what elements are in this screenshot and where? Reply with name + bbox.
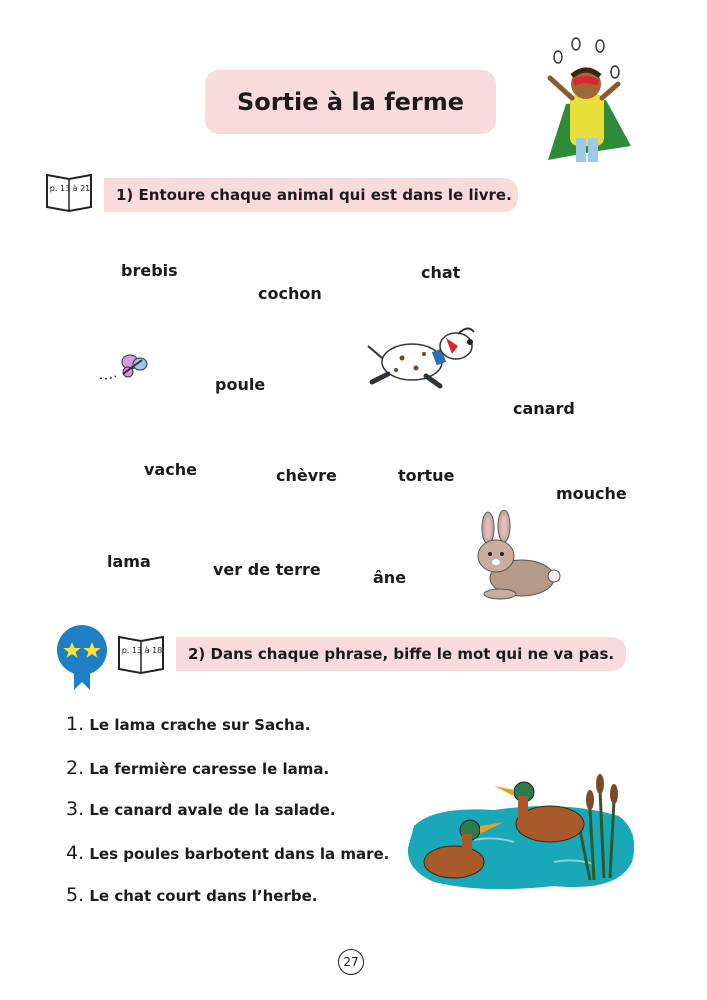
sentence-number: 4.	[66, 842, 85, 864]
page-title: Sortie à la ferme	[236, 88, 465, 116]
ducks-pond-illustration	[404, 770, 644, 894]
rabbit-illustration	[470, 510, 566, 602]
butterfly-illustration	[98, 350, 150, 384]
dog-illustration	[364, 324, 478, 396]
page-number-text: 27	[343, 955, 359, 969]
word-tortue[interactable]: tortue	[398, 466, 455, 485]
sentence-3[interactable]	[66, 798, 336, 820]
sentence-4[interactable]	[66, 842, 389, 864]
sentence-2[interactable]	[66, 757, 329, 779]
instruction-1: 1) Entoure chaque animal qui est dans le livre.	[116, 186, 512, 204]
sentence-number: 1.	[66, 713, 85, 735]
sentence-number: 5.	[66, 884, 85, 906]
instruction-2: 2) Dans chaque phrase, biffe le mot qui ne va pas.	[188, 645, 615, 663]
sentence-number: 2.	[66, 757, 85, 779]
word-cochon[interactable]: cochon	[258, 284, 322, 303]
word-chevre[interactable]: chèvre	[276, 466, 337, 485]
sentence-text[interactable]: La fermière caresse le lama.	[89, 760, 330, 778]
word-canard[interactable]: canard	[513, 399, 575, 418]
sentence-text[interactable]: Les poules barbotent dans la mare.	[89, 845, 390, 863]
word-lama[interactable]: lama	[107, 552, 151, 571]
word-mouche[interactable]: mouche	[556, 484, 627, 503]
word-chat[interactable]: chat	[421, 263, 461, 282]
sentence-text[interactable]: Le chat court dans l’herbe.	[89, 887, 318, 905]
two-star-badge-icon	[56, 624, 108, 692]
sentence-text[interactable]: Le lama crache sur Sacha.	[89, 716, 311, 734]
page-title-box	[205, 70, 496, 134]
page-reference-2: p. 13 à 18	[121, 646, 163, 655]
sentence-1[interactable]	[66, 713, 311, 735]
sentence-5[interactable]	[66, 884, 317, 906]
juggling-hero-illustration	[536, 34, 648, 164]
sentence-number: 3.	[66, 798, 85, 820]
word-ver-de-terre[interactable]: ver de terre	[213, 560, 321, 579]
page-number	[338, 949, 364, 975]
word-brebis[interactable]: brebis	[121, 261, 178, 280]
sentence-text[interactable]: Le canard avale de la salade.	[89, 801, 336, 819]
word-vache[interactable]: vache	[144, 460, 197, 479]
page-reference-1: p. 13 à 21	[49, 184, 91, 193]
word-poule[interactable]: poule	[215, 375, 266, 394]
instruction-2-bar	[176, 637, 626, 671]
instruction-1-bar	[104, 178, 518, 212]
word-ane[interactable]: âne	[373, 568, 407, 587]
